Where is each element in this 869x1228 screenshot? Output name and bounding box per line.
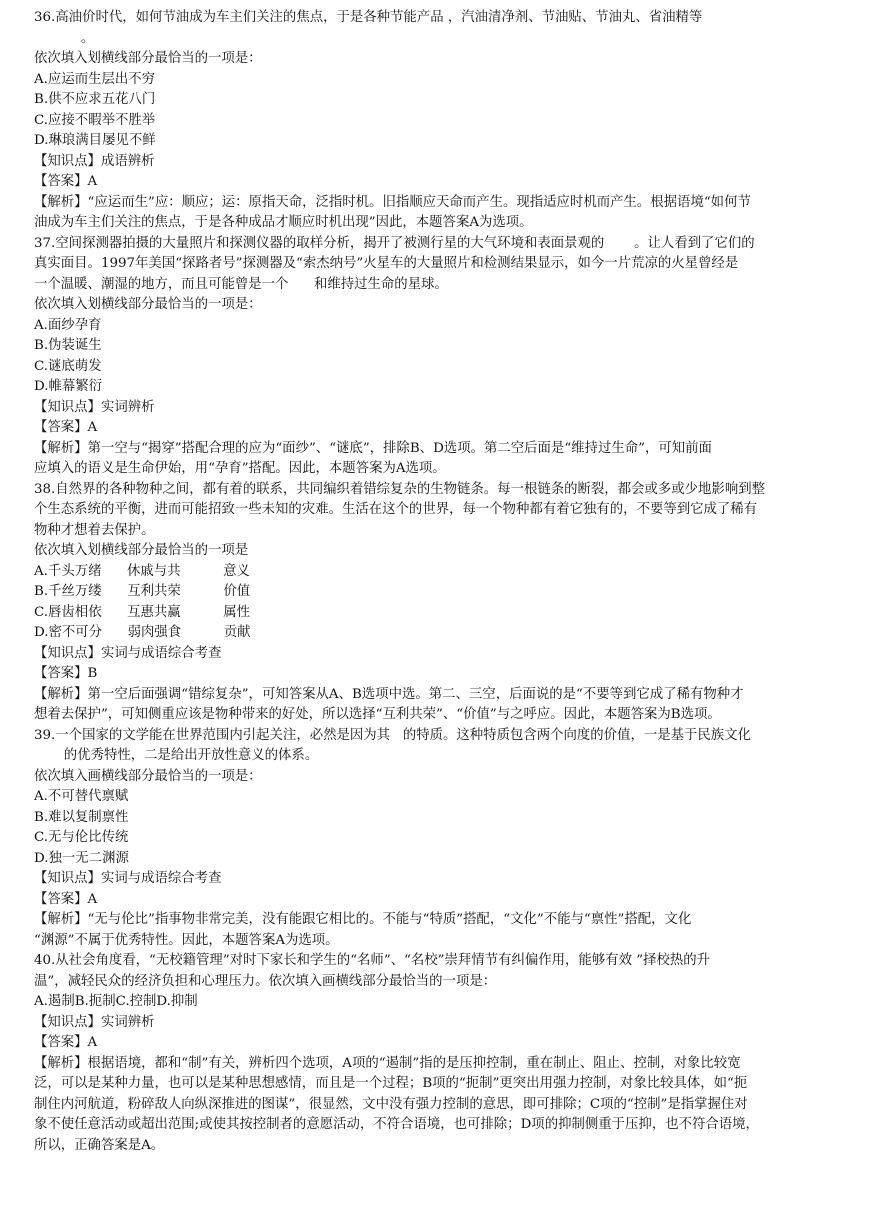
question-block	[34, 8, 860, 234]
text-line: C.谜底萌发	[34, 358, 102, 374]
text-line: 【解析】“无与伦比”指事物非常完美，没有能跟它相比的。不能与“特质”搭配，“文化”不能与“禀性”搭配，文化	[34, 912, 692, 927]
text-line: 【解析】第一空与“揭穿”搭配合理的应为“面纱”、“谜底”，排除B、D选项。第二空后面是“维持过生命”，可知前面	[34, 440, 712, 456]
text-line: 【答案】A	[34, 891, 98, 907]
text-line: D.帷幕繁衍	[34, 379, 103, 394]
question-block	[34, 726, 860, 952]
question-block	[34, 480, 860, 726]
text-line: 油成为车主们关注的焦点，于是各种成品才顺应时机出现”因此，本题答案A为选项。	[34, 215, 533, 230]
text-line: 想着去保护”，可知侧重应该是物种带来的好处，所以选择“互利共荣”、“价值”与之呼应。因此，本题答案为B选项。	[34, 707, 721, 722]
text-line: 。	[34, 30, 95, 46]
text-line: 泛，可以是某种力量，也可以是某种思想感情，而且是一个过程；B项的“扼制”更突出用强力控制，对象比较具体，如“扼	[34, 1076, 748, 1091]
text-line: 【知识点】实词辨析	[34, 1014, 155, 1030]
text-line: 37.空间探测器拍摄的大量照片和探测仪器的取样分析，揭开了被测行星的大气环境和表面景观的 。让人看到了它们的	[34, 235, 755, 251]
text-line: 40.从社会角度看，“无校籍管理”对时下家长和学生的“名师”、“名校”崇拜情节有纠偏作用，能够有效 ”择校热的升	[34, 953, 711, 968]
text-line: 【解析】“应运而生”应：顺应；运：原指天命，泛指时机。旧指顺应天命而产生。现指适应时机而产生。根据语境“如何节	[34, 194, 751, 210]
text-line: 【知识点】实词辨析	[34, 399, 155, 415]
text-line: 【知识点】成语辨析	[34, 153, 155, 169]
text-line: 【解析】第一空后面强调“错综复杂”，可知答案从A、B选项中选。第二、三空，后面说的是“不要等到它成了稀有物种才	[34, 686, 744, 702]
text-line: 【答案】B	[34, 666, 98, 681]
text-line: 依次填入划横线部分最恰当的一项是	[34, 543, 249, 558]
text-line: 【答案】A	[34, 420, 98, 435]
text-line: D.独一无二渊源	[34, 850, 129, 866]
text-line: A.面纱孕育	[34, 317, 102, 333]
text-line: B.伪装诞生	[34, 338, 102, 353]
text-line: 真实面目。1997年美国“探路者号”探测器及“索杰纳号”火星车的大量照片和检测结果显示，如今一片荒凉的火星曾经是	[34, 256, 739, 271]
text-line: 所以，正确答案是A。	[34, 1137, 165, 1153]
text-line: A.遏制B.扼制C.控制D.抑制	[34, 994, 198, 1009]
text-line: 一个温暖、潮湿的地方，而且可能曾是一个 和维持过生命的星球。	[34, 276, 448, 292]
question-block	[34, 951, 860, 1156]
text-line: 制住内河航道，粉碎敌人向纵深推进的图谋”，很显然，文中没有强力控制的意思，即可排除；C项的“控制”是指掌握住对	[34, 1096, 748, 1112]
text-line: C.应接不暇举不胜举	[34, 112, 156, 128]
text-line: 依次填入画横线部分最恰当的一项是：	[34, 768, 262, 784]
text-line: A.应运而生层出不穷	[34, 71, 156, 87]
text-line: 【答案】A	[34, 1035, 98, 1050]
text-line: 39.一个国家的文学能在世界范围内引起关注，必然是因为其 的特质。这种特质包含两个向度的价值，一是基于民族文化	[34, 727, 751, 743]
text-line: B.供不应求五花八门	[34, 92, 156, 107]
document-page	[34, 8, 860, 1156]
text-line: 的优秀特性，二是给出开放性意义的体系。	[34, 748, 319, 763]
text-line: 38.自然界的各种物种之间，都有着的联系，共同编织着错综复杂的生物链条。每一根链条的断裂，都会或多或少地影响到整	[34, 481, 765, 497]
text-line: 应填入的语义是生命伊始，用“孕育”搭配。因此，本题答案为A选项。	[34, 461, 446, 476]
text-line: B.千丝万缕 互利共荣 价值	[34, 584, 251, 599]
text-line: “渊源”不属于优秀特性。因此，本题答案A为选项。	[34, 932, 339, 948]
text-line: D.琳琅满目屡见不鲜	[34, 133, 156, 148]
text-line: C.无与伦比传统	[34, 830, 129, 845]
text-line: 温”，减轻民众的经济负担和心理压力。依次填入画横线部分最恰当的一项是：	[34, 973, 497, 989]
text-line: 【知识点】实词与成语综合考查	[34, 871, 222, 886]
text-line: 象不使任意活动或超出范围;或使其按控制者的意愿活动，不符合语境，也可排除；D项的抑制侧重于压抑，也不符合语境，	[34, 1117, 759, 1132]
text-line: 【知识点】实词与成语综合考查	[34, 645, 222, 661]
text-line: 【答案】A	[34, 174, 98, 189]
text-line: D.密不可分 弱肉强食 贡献	[34, 625, 251, 640]
text-line: A.不可替代禀赋	[34, 789, 129, 804]
text-line: 36.高油价时代，如何节油成为车主们关注的焦点，于是各种节能产品 ，汽油清净剂、节油贴、节油丸、省油精等	[34, 10, 703, 25]
text-line: 个生态系统的平衡，进而可能招致一些未知的灾难。生活在这个的世界，每一个物种都有着它独有的，不要等到它成了稀有	[34, 502, 758, 517]
text-line: 依次填入划横线部分最恰当的一项是：	[34, 297, 262, 312]
text-line: C.唇齿相依 互惠共赢 属性	[34, 604, 251, 620]
text-line: A.千头万绪 休戚与共 意义	[34, 563, 250, 579]
question-block	[34, 234, 860, 480]
text-line: 物种才想着去保护。	[34, 522, 155, 538]
text-line: B.难以复制禀性	[34, 809, 129, 825]
text-line: 依次填入划横线部分最恰当的一项是：	[34, 51, 262, 66]
text-line: 【解析】根据语境，都和“制”有关，辨析四个选项，A项的“遏制”指的是压抑控制，重在制止、阻止、控制，对象比较宽	[34, 1055, 741, 1071]
